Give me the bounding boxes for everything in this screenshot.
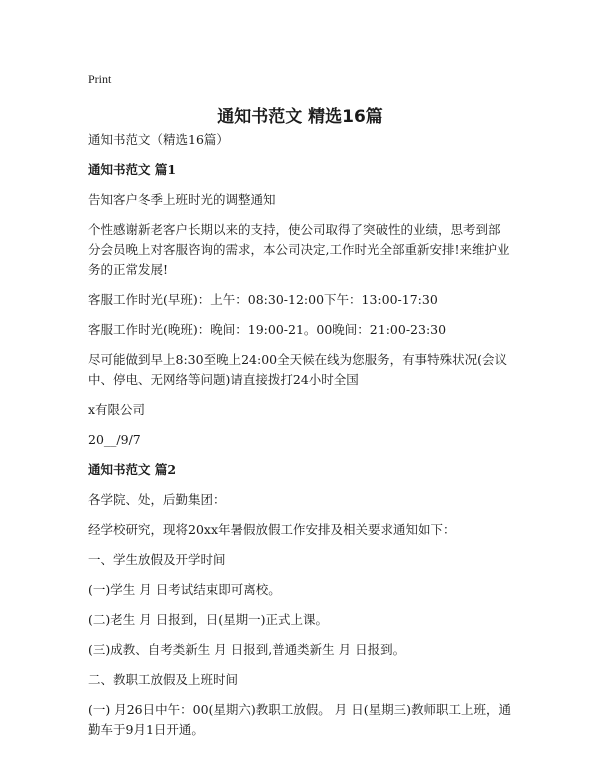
paragraph: 客服工作时光(早班)：上午：08:30-12:00下午：13:00-17:30 — [88, 292, 438, 307]
paragraph: 二、教职工放假及上班时间 — [88, 672, 239, 687]
print-label[interactable]: Print — [88, 72, 112, 86]
paragraph: 客服工作时光(晚班)：晚间：19:00-21。00晚间：21:00-23:30 — [88, 322, 447, 337]
paragraph: (一) 月26日中午：00(星期六)教职工放假。 月 日(星期三)教师职工上班，通勤车于9月1日开通。 — [88, 702, 511, 737]
paragraph: (二)老生 月 日报到，日(星期一)正式上课。 — [88, 612, 328, 627]
paragraph: x有限公司 — [88, 402, 146, 417]
paragraph: 各学院、处，后勤集团： — [88, 492, 226, 507]
section-heading-2: 通知书范文 篇2 — [88, 462, 177, 477]
paragraph: 一、学生放假及开学时间 — [88, 552, 226, 567]
paragraph: 告知客户冬季上班时光的调整通知 — [88, 192, 276, 207]
paragraph: (一)学生 月 日考试结束即可离校。 — [88, 582, 281, 597]
document-body — [88, 130, 512, 750]
paragraph: 尽可能做到早上8:30至晚上24:00全天候在线为您服务，有事特殊状况(会议中、停电、无网络等问题)请直接拨打24小时全国 — [88, 352, 507, 387]
page-title: 通知书范文 精选16篇 — [217, 107, 383, 127]
paragraph: 个性感谢新老客户长期以来的支持，使公司取得了突破性的业绩，思考到部分会员晚上对客服咨询的需求，本公司决定,工作时光全部重新安排!来维护业务的正常发展! — [88, 222, 510, 277]
paragraph: 经学校研究，现将20xx年暑假放假工作安排及相关要求通知如下： — [88, 522, 456, 537]
paragraph: 20__/9/7 — [88, 432, 141, 447]
document-subtitle: 通知书范文（精选16篇） — [88, 132, 229, 147]
section-heading-1: 通知书范文 篇1 — [88, 162, 177, 177]
paragraph: (三)成教、自考类新生 月 日报到,普通类新生 月 日报到。 — [88, 642, 406, 657]
